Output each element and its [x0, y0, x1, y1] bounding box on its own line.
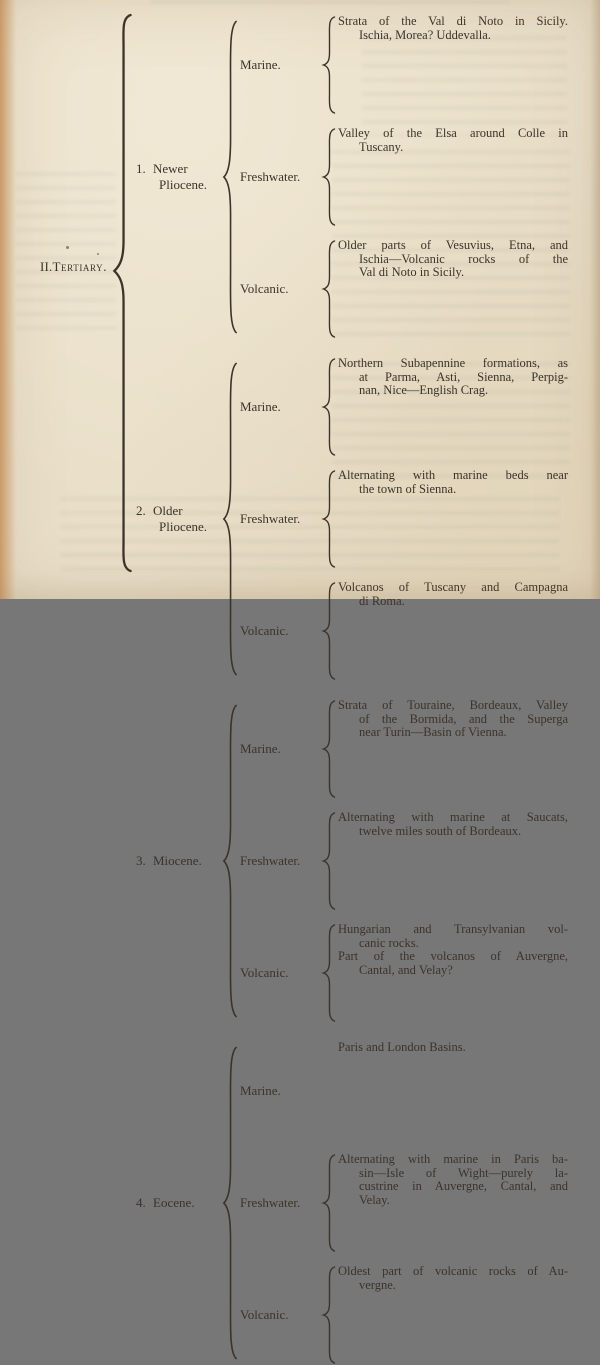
description-line: Alternating with marine beds near	[338, 468, 568, 482]
description-line: custrine in Auvergne, Cantal, and	[359, 1179, 568, 1193]
description-line: sin—Isle of Wight—purely la-	[359, 1165, 568, 1180]
category-label: Volcanic.	[240, 623, 289, 638]
description-line: Paris and London Basins.	[338, 1040, 466, 1054]
description	[338, 699, 568, 799]
description-line: the town of Sienna.	[359, 481, 457, 496]
group-brace	[220, 357, 240, 681]
category-label: Freshwater.	[240, 1195, 301, 1210]
description-paragraph	[338, 950, 568, 977]
description	[338, 1041, 568, 1141]
description-line: nan, Nice—English Crag.	[359, 383, 489, 397]
description-line: Ischia, Morea? Uddevalla.	[359, 27, 491, 42]
row-freshwater	[240, 469, 568, 569]
description-line: Volcanos of Tuscany and Campagna	[338, 580, 568, 594]
description	[338, 357, 568, 457]
page-gutter-shadow	[0, 0, 16, 599]
description	[338, 581, 568, 681]
row-volcanic	[240, 923, 568, 1023]
description-line: twelve miles south of Bordeaux.	[359, 823, 522, 838]
row-brace-hidden	[320, 1041, 338, 1141]
brace-glyph	[320, 581, 338, 681]
brace-glyph	[320, 127, 338, 227]
group-number: 4.	[136, 1195, 146, 1210]
description-line: Ischia—Volcanic rocks of the	[359, 251, 568, 266]
tertiary-classification-table	[40, 12, 568, 1322]
description-line: Strata of Touraine, Bordeaux, Valley	[338, 698, 568, 712]
group-brace	[220, 1041, 240, 1365]
category-label: Marine.	[240, 1083, 281, 1098]
row-volcanic	[240, 581, 568, 681]
row-freshwater	[240, 1153, 568, 1253]
description-line: Strata of the Val di Noto in Sicily.	[338, 14, 568, 28]
row-volcanic	[240, 1265, 568, 1365]
category-label: Volcanic.	[240, 281, 289, 296]
category-label: Freshwater.	[240, 853, 301, 868]
group-number: 1.	[136, 161, 146, 176]
group-label	[136, 357, 220, 681]
brace-glyph	[320, 239, 338, 339]
description-paragraph	[338, 357, 568, 398]
description	[338, 239, 568, 339]
brace-glyph	[320, 1265, 338, 1365]
description-line: Older parts of Vesuvius, Etna, and	[338, 238, 568, 252]
group-name: Miocene.	[153, 853, 202, 868]
description-paragraph	[338, 15, 568, 42]
category-label: Marine.	[240, 399, 281, 414]
brace-glyph	[220, 1041, 240, 1365]
description	[338, 1265, 568, 1365]
description-line: at Parma, Asti, Sienna, Perpig-	[359, 369, 568, 384]
description-line: Part of the volcanos of Auvergne,	[338, 949, 568, 963]
description	[338, 469, 568, 569]
description	[338, 811, 568, 911]
description-paragraph	[338, 1153, 568, 1207]
description-line: vergne.	[359, 1277, 396, 1292]
big-brace	[110, 12, 136, 574]
row-brace	[320, 923, 338, 1023]
group-name: Older	[153, 503, 183, 518]
row-freshwater	[240, 127, 568, 227]
description-paragraph	[338, 239, 568, 280]
row-brace	[320, 239, 338, 339]
description-line: di Roma.	[359, 593, 405, 608]
bleedthrough-artifact	[150, 0, 510, 10]
description-paragraph	[338, 581, 568, 608]
description-line: Valley of the Elsa around Colle in	[338, 126, 568, 140]
row-brace	[320, 127, 338, 227]
group-label	[136, 1041, 220, 1365]
category-label: Marine.	[240, 741, 281, 756]
group-list	[136, 12, 568, 1322]
row-brace	[320, 1153, 338, 1253]
brace-glyph	[320, 15, 338, 115]
row-brace	[320, 811, 338, 911]
row-brace	[320, 357, 338, 457]
category-label: Volcanic.	[240, 1307, 289, 1322]
group-number: 2.	[136, 503, 146, 518]
brace-glyph	[320, 469, 338, 569]
description-paragraph	[338, 811, 568, 838]
row-marine	[240, 357, 568, 457]
row-brace	[320, 699, 338, 799]
description-paragraph	[338, 923, 568, 950]
group-number: 3.	[136, 853, 146, 868]
description-line: canic rocks.	[359, 935, 419, 950]
category-label: Volcanic.	[240, 965, 289, 980]
description-line: of the Bormida, and the Superga	[359, 711, 568, 726]
description-paragraph	[338, 469, 568, 496]
category-label: Marine.	[240, 57, 281, 72]
brace-glyph	[320, 699, 338, 799]
row-freshwater	[240, 811, 568, 911]
group-miocene	[136, 699, 568, 1023]
group-name: Newer	[153, 161, 188, 176]
description	[338, 15, 568, 115]
description-line: Tuscany.	[359, 139, 404, 154]
group-brace	[220, 699, 240, 1023]
section-name: Tertiary.	[52, 259, 108, 274]
row-brace	[320, 15, 338, 115]
group-name-line2: Pliocene.	[159, 519, 208, 534]
description-line: Hungarian and Transylvanian vol-	[338, 922, 568, 936]
group-newer-pliocene	[136, 15, 568, 339]
description-paragraph	[338, 127, 568, 154]
description-line: Alternating with marine at Saucats,	[338, 810, 568, 824]
group-label	[136, 699, 220, 1023]
description-line: Val di Noto in Sicily.	[359, 265, 465, 279]
group-older-pliocene	[136, 357, 568, 681]
description-line: near Turin—Basin of Vienna.	[359, 725, 507, 739]
row-marine	[240, 15, 568, 115]
section-label	[40, 0, 110, 548]
description-line: Velay.	[359, 1192, 390, 1207]
description	[338, 1153, 568, 1253]
brace-glyph	[220, 357, 240, 681]
brace-glyph	[320, 1153, 338, 1253]
description	[338, 923, 568, 1023]
row-brace	[320, 1265, 338, 1365]
row-marine	[240, 699, 568, 799]
row-brace	[320, 469, 338, 569]
brace-glyph	[110, 12, 136, 574]
description-paragraph	[338, 1265, 568, 1292]
brace-glyph	[320, 811, 338, 911]
brace-glyph	[320, 923, 338, 1023]
brace-glyph	[320, 357, 338, 457]
row-brace	[320, 581, 338, 681]
group-label	[136, 15, 220, 339]
category-label: Freshwater.	[240, 169, 301, 184]
group-brace	[220, 15, 240, 339]
group-eocene	[136, 1041, 568, 1365]
description-paragraph	[338, 699, 568, 740]
description-paragraph	[338, 1041, 568, 1055]
description-line: Cantal, and Velay?	[359, 962, 453, 977]
row-marine	[240, 1041, 568, 1141]
group-name-line2: Pliocene.	[159, 177, 208, 192]
group-name: Eocene.	[153, 1195, 195, 1210]
description-line: Northern Subapennine formations, as	[338, 356, 568, 370]
description	[338, 127, 568, 227]
row-volcanic	[240, 239, 568, 339]
category-label: Freshwater.	[240, 511, 301, 526]
description-line: Alternating with marine in Paris ba-	[338, 1152, 568, 1166]
brace-glyph	[220, 699, 240, 1023]
section-numeral: II.	[40, 259, 53, 274]
description-line: Oldest part of volcanic rocks of Au-	[338, 1264, 568, 1278]
page-edge-shadow	[590, 0, 600, 599]
brace-glyph	[220, 15, 240, 339]
